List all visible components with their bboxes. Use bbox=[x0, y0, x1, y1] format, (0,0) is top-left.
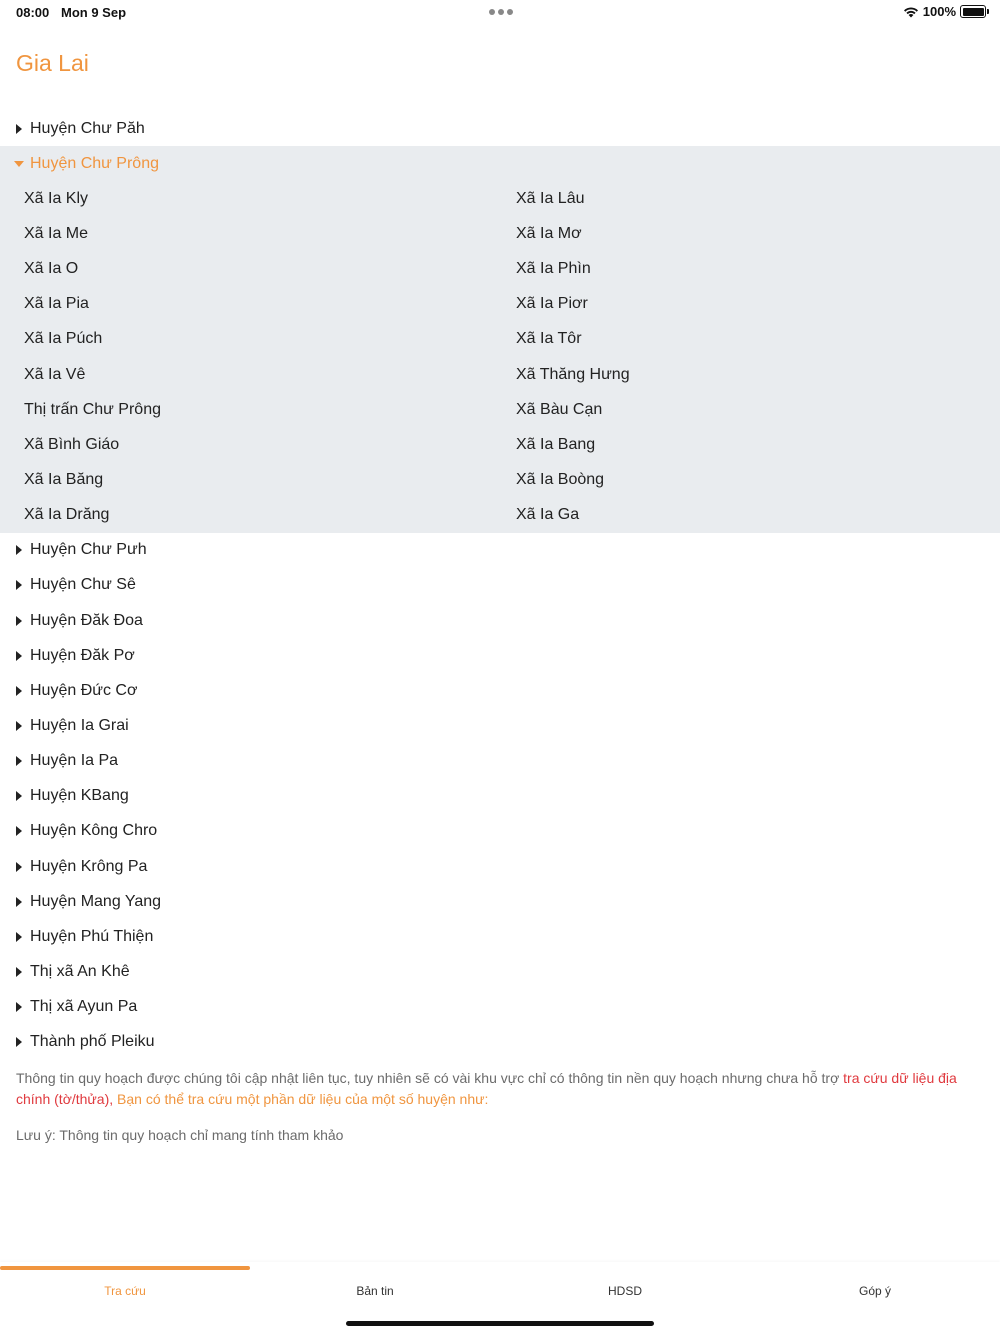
commune-item[interactable]: Xã Thăng Hưng bbox=[516, 365, 630, 383]
tab-ban-tin[interactable]: Bản tin bbox=[356, 1284, 394, 1298]
cadastral-link[interactable]: tra cứu dữ liệu địa chính (tờ/thửa) bbox=[16, 1070, 957, 1107]
status-date: Mon 9 Sep bbox=[61, 5, 127, 20]
status-bar bbox=[0, 0, 1000, 24]
district-row[interactable] bbox=[0, 1025, 1000, 1060]
caret-right-icon bbox=[16, 1002, 22, 1012]
caret-right-icon bbox=[16, 932, 22, 942]
district-label: Huyện Krông Pa bbox=[30, 857, 148, 875]
caret-right-icon bbox=[16, 686, 22, 696]
caret-right-icon bbox=[16, 721, 22, 731]
page-title: Gia Lai bbox=[16, 50, 89, 76]
district-row[interactable] bbox=[0, 568, 1000, 603]
district-row[interactable] bbox=[0, 533, 1000, 568]
tab-hdsd[interactable]: HDSD bbox=[607, 1284, 642, 1298]
district-label: Huyện Chư Păh bbox=[30, 119, 145, 137]
caret-right-icon bbox=[16, 897, 22, 907]
district-row[interactable] bbox=[0, 708, 1000, 743]
district-row[interactable] bbox=[0, 919, 1000, 954]
commune-item[interactable]: Xã Ia Bang bbox=[516, 435, 596, 453]
district-label: Huyện Ia Pa bbox=[30, 752, 119, 770]
district-label: Huyện Phú Thiện bbox=[30, 927, 154, 945]
commune-grid bbox=[0, 181, 1000, 532]
disclaimer-note: Lưu ý: Thông tin quy hoạch chỉ mang tính tham khảo bbox=[16, 1127, 344, 1143]
caret-right-icon bbox=[16, 616, 22, 626]
caret-right-icon bbox=[16, 967, 22, 977]
commune-item[interactable]: Xã Ia Băng bbox=[24, 470, 104, 488]
commune-item[interactable]: Xã Ia Mơ bbox=[516, 224, 582, 242]
district-label: Huyện Chư Prông bbox=[30, 154, 159, 172]
wifi-icon bbox=[903, 6, 919, 18]
tab-tra-cuu[interactable]: Tra cứu bbox=[104, 1284, 146, 1298]
active-tab-indicator bbox=[0, 1266, 250, 1270]
commune-item[interactable]: Xã Ia Tôr bbox=[516, 330, 582, 348]
district-label: Huyện Kông Chro bbox=[30, 822, 158, 840]
district-row[interactable] bbox=[0, 884, 1000, 919]
district-label: Huyện KBang bbox=[30, 787, 129, 805]
caret-right-icon bbox=[16, 545, 22, 555]
commune-item[interactable]: Xã Ia O bbox=[24, 260, 79, 278]
district-label: Huyện Đăk Đoa bbox=[30, 611, 143, 629]
district-row[interactable] bbox=[0, 814, 1000, 849]
commune-item[interactable]: Xã Ia Me bbox=[24, 224, 89, 242]
status-time: 08:00 bbox=[16, 5, 50, 20]
district-row[interactable] bbox=[0, 673, 1000, 708]
commune-item[interactable]: Xã Ia Phìn bbox=[516, 260, 591, 278]
caret-right-icon bbox=[16, 862, 22, 872]
commune-item[interactable]: Xã Ia Vê bbox=[24, 365, 86, 383]
commune-item[interactable]: Xã Ia Kly bbox=[24, 189, 89, 207]
status-right bbox=[903, 4, 986, 19]
district-row[interactable] bbox=[0, 779, 1000, 814]
district-row[interactable] bbox=[0, 990, 1000, 1025]
caret-right-icon bbox=[16, 124, 22, 134]
caret-right-icon bbox=[16, 826, 22, 836]
caret-right-icon bbox=[16, 791, 22, 801]
home-indicator[interactable] bbox=[346, 1321, 654, 1326]
commune-item[interactable]: Xã Ia Piơr bbox=[516, 295, 588, 313]
caret-right-icon bbox=[16, 651, 22, 661]
commune-item[interactable]: Xã Ia Púch bbox=[24, 330, 103, 348]
district-label: Thị xã An Khê bbox=[30, 962, 130, 980]
district-label: Huyện Ia Grai bbox=[30, 716, 129, 734]
district-row[interactable] bbox=[0, 638, 1000, 673]
commune-item[interactable]: Xã Ia Drăng bbox=[24, 506, 110, 524]
district-row[interactable] bbox=[0, 954, 1000, 989]
district-label: Huyện Mang Yang bbox=[30, 892, 162, 910]
commune-item[interactable]: Xã Bình Giáo bbox=[24, 435, 120, 453]
commune-item[interactable]: Xã Ia Pia bbox=[24, 295, 89, 313]
district-label: Huyện Chư Pưh bbox=[30, 541, 147, 559]
district-label: Thị xã Ayun Pa bbox=[30, 998, 138, 1016]
battery-icon bbox=[960, 5, 986, 18]
district-label: Huyện Đăk Pơ bbox=[30, 646, 135, 664]
district-row[interactable] bbox=[0, 603, 1000, 638]
caret-down-icon bbox=[14, 161, 24, 167]
commune-item[interactable]: Xã Ia Lâu bbox=[516, 189, 585, 207]
district-list-link[interactable]: Bạn có thể tra cứu một phần dữ liệu của một số huyện như: bbox=[117, 1091, 489, 1107]
caret-right-icon bbox=[16, 756, 22, 766]
commune-item[interactable]: Xã Bàu Cạn bbox=[516, 400, 603, 418]
district-row[interactable] bbox=[0, 744, 1000, 779]
battery-percent: 100% bbox=[922, 4, 956, 19]
district-row[interactable] bbox=[0, 111, 1000, 146]
district-tree bbox=[0, 111, 1000, 1060]
district-label: Huyện Đức Cơ bbox=[30, 681, 138, 699]
district-row[interactable] bbox=[0, 849, 1000, 884]
commune-item[interactable]: Xã Ia Boòng bbox=[516, 470, 605, 488]
caret-right-icon bbox=[16, 580, 22, 590]
tab-gop-y[interactable]: Góp ý bbox=[858, 1284, 891, 1298]
commune-item[interactable]: Thị trấn Chư Prông bbox=[24, 400, 161, 418]
commune-item[interactable]: Xã Ia Ga bbox=[516, 506, 580, 524]
district-row[interactable] bbox=[0, 146, 1000, 181]
caret-right-icon bbox=[16, 1037, 22, 1047]
district-label: Huyện Chư Sê bbox=[30, 576, 136, 594]
multitasking-dots-icon[interactable] bbox=[489, 9, 513, 15]
district-label: Thành phố Pleiku bbox=[30, 1033, 155, 1051]
info-text: Thông tin quy hoạch được chúng tôi cập nhật liên tục, tuy nhiên sẽ có vài khu vực chỉ có thông tin nền quy hoạch nhưng chưa hỗ trợ tra cứu dữ liệu địa chính (tờ/thửa), Bạn có thể tra cứu một phần dữ liệu của một số huyện như: bbox=[16, 1070, 957, 1107]
